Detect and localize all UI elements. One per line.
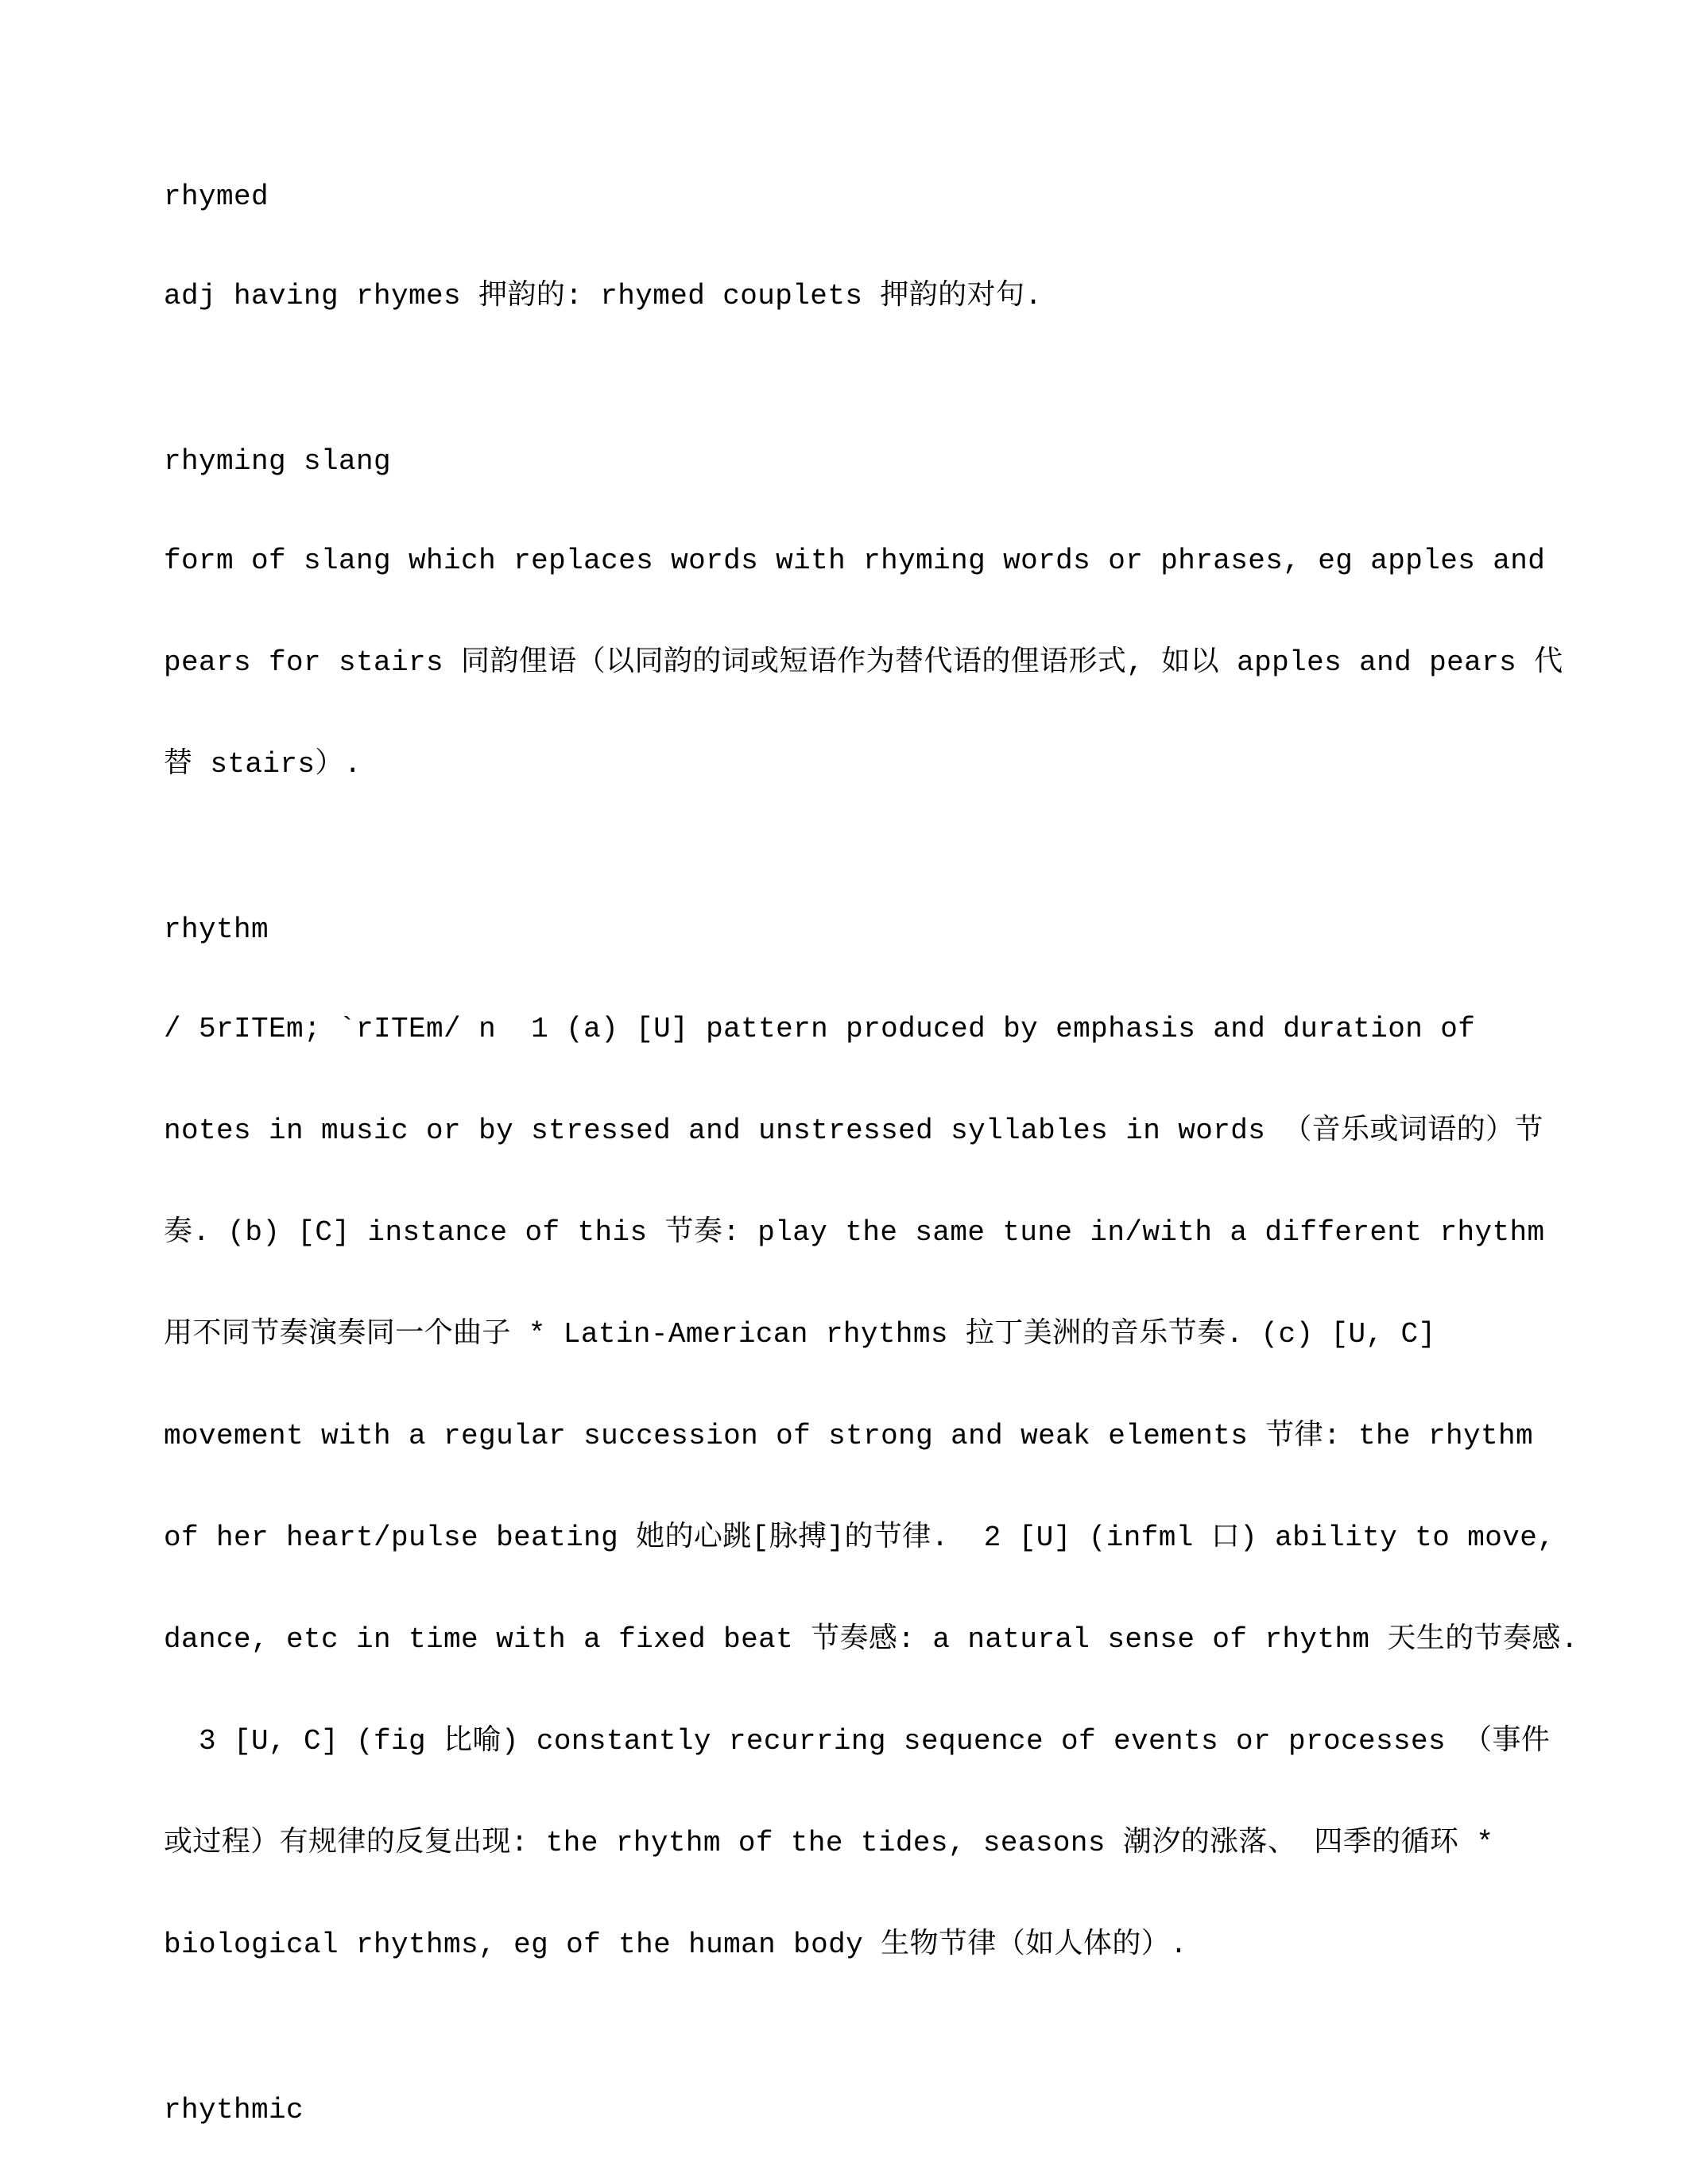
entry-definition-line: dance, etc in time with a fixed beat 节奏感: a natural sense of rhythm 天生的节奏感. [164,1623,1578,1656]
entry-definition-line: 用不同节奏演奏同一个曲子 * Latin-American rhythms 拉丁美洲的音乐节奏. (c) [U, C] [164,1318,1436,1351]
entry-headword-rhythmic: rhythmic [164,2094,304,2126]
entry-definition-line: adj having rhymes 押韵的: rhymed couplets 押韵的对句. [164,280,1043,312]
entry-definition-line: 3 [U, C] (fig 比喻) constantly recurring sequence of events or processes （事件 [164,1725,1551,1758]
entry-definition-line: 替 stairs）. [164,748,362,781]
entry-definition-line: of her heart/pulse beating 她的心跳[脉搏]的节律. 2 [U] (infml 口) ability to move, [164,1521,1555,1554]
entry-definition-line: notes in music or by stressed and unstressed syllables in words （音乐或词语的）节 [164,1114,1543,1147]
entry-definition-line: pears for stairs 同韵俚语（以同韵的词或短语作为替代语的俚语形式, 如以 apples and pears 代 [164,646,1563,679]
entry-headword-rhyming-slang: rhyming slang [164,445,392,478]
entry-definition-line: / 5rITEm; `rITEm/ n 1 (a) [U] pattern produced by emphasis and duration of [164,1013,1476,1045]
entry-definition-line: form of slang which replaces words with rhyming words or phrases, eg apples and [164,545,1546,577]
entry-definition-line: biological rhythms, eg of the human body 生物节律（如人体的）. [164,1928,1188,1961]
entry-headword-rhythm: rhythm [164,913,269,946]
entry-headword-rhymed: rhymed [164,180,269,213]
entry-definition-line: movement with a regular succession of strong and weak elements 节律: the rhythm [164,1420,1534,1452]
entry-definition-line: 奏. (b) [C] instance of this 节奏: play the same tune in/with a different rhythm [164,1216,1545,1249]
entry-definition-line: 或过程）有规律的反复出现: the rhythm of the tides, seasons 潮汐的涨落、 四季的循环 * [164,1827,1494,1859]
dictionary-page [164,83,1674,2159]
